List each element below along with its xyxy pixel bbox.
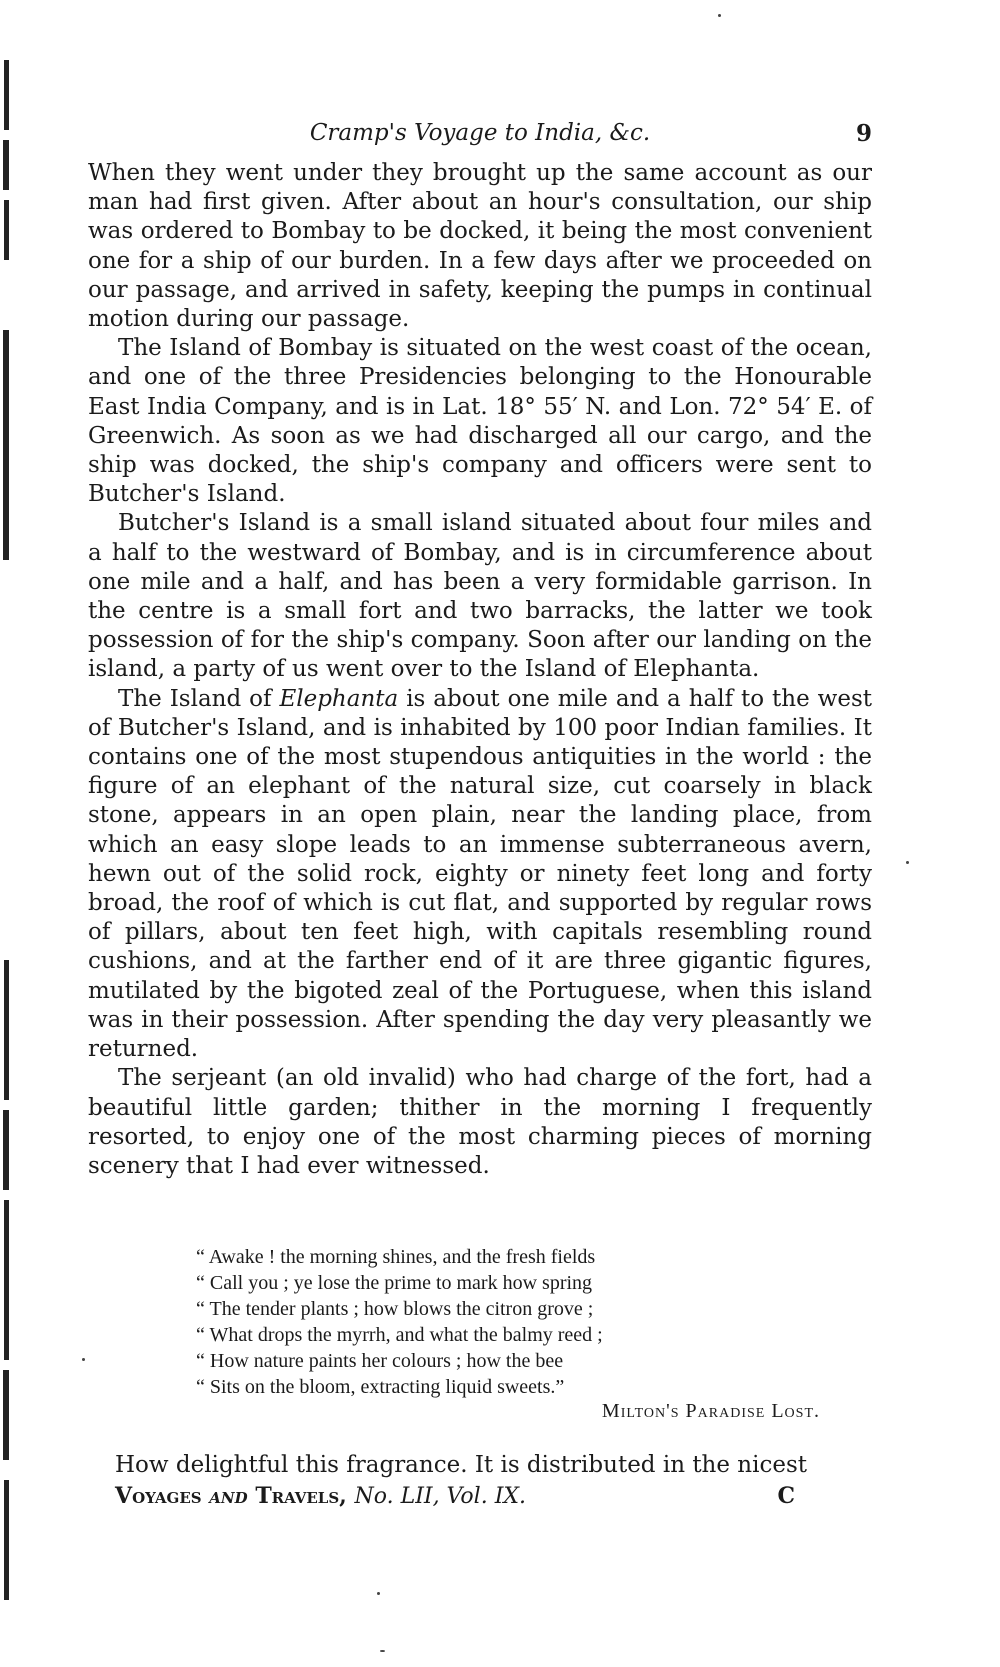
paper-speck: [377, 1592, 380, 1595]
paper-speck: [380, 1650, 385, 1652]
paper-speck: [906, 861, 909, 864]
paragraph-butchers-island: Butcher's Island is a small island situated about four miles and a half to the westward of Bombay, and is in circumference about one mile and a half, and has been a very formidable garrison. In the centre is a small fort and two barracks, the latter we took possession of for the ship's company. Soon after our landing on the island, a party of us went over to the Island of Elephanta.: [88, 510, 872, 683]
body-text: [88, 159, 872, 1181]
quote-line: “ Call you ; ye lose the prime to mark how spring: [196, 1272, 593, 1294]
paragraph-elephanta: [88, 685, 872, 1065]
quote-line: “ How nature paints her colours ; how the bee: [196, 1350, 564, 1372]
paragraph-dock-bombay: When they went under they brought up the same account as our man had first given. After about an hour's consultation, our ship was ordered to Bombay to be docked, it being the most convenient one for a ship of our burden. In a few days after we proceeded on our passage, and arrived in safety, keeping the pumps in continual motion during our passage.: [88, 160, 872, 333]
quote-line: “ Sits on the bloom, extracting liquid sweets.”: [196, 1376, 565, 1398]
signature-mark: C: [777, 1483, 795, 1509]
quote-attribution: Milton's Paradise Lost.: [601, 1400, 820, 1422]
quote-line: “ What drops the myrrh, and what the balmy reed ;: [196, 1324, 603, 1346]
closing-line: How delightful this fragrance. It is distributed in the nicest: [115, 1452, 807, 1478]
elephanta-place-name: Elephanta: [279, 685, 399, 712]
page-number: 9: [855, 120, 872, 147]
paper-speck: [82, 1358, 85, 1361]
scanned-page-edge: [0, 60, 14, 1600]
footer-volume: No. LII, Vol. IX.: [354, 1484, 527, 1509]
running-head: [88, 120, 872, 154]
quote-line: “ The tender plants ; how blows the citron grove ;: [196, 1298, 594, 1320]
running-title: Cramp's Voyage to India, &c.: [309, 120, 651, 146]
elephanta-text: is about one mile and a half to the west of Butcher's Island, and is inhabited by 100 poor Indian families. It contains one of the most stupendous antiquities in the world : the figure of an elephant of the natural size, cut coarsely in black stone, appears in an open plain, near the landing place, from which an easy slope leads to an immense subterraneous avern, hewn out of the solid rock, eighty or ninety feet long and forty broad, the roof of which is cut flat, and supported by regular rows of pillars, about ten feet high, with capitals resembling round cushions, and at the farther end of it are three gigantic figures, mutilated by the bigoted zeal of the Portuguese, when this island was in their possession. After spending the day very pleasantly we returned.: [88, 685, 873, 1063]
footer-series-voyages: Voyages: [115, 1483, 202, 1509]
page-footer: [115, 1483, 795, 1515]
footer-series-and: and: [209, 1483, 248, 1509]
footer-series-travels: Travels,: [255, 1483, 347, 1509]
paper-speck: [718, 14, 721, 17]
footer-series: [115, 1483, 526, 1509]
poem-quote: [196, 1244, 796, 1400]
quote-line: “ Awake ! the morning shines, and the fresh fields: [196, 1246, 596, 1268]
elephanta-lead: The Island of: [118, 685, 272, 712]
paragraph-island-of-bombay: The Island of Bombay is situated on the west coast of the ocean, and one of the three Presidencies belonging to the Honourable East India Company, and is in Lat. 18° 55′ N. and Lon. 72° 54′ E. of Greenwich. As soon as we had discharged all our cargo, and the ship was docked, the ship's company and officers were sent to Butcher's Island.: [88, 335, 872, 508]
paragraph-garden: The serjeant (an old invalid) who had charge of the fort, had a beautiful little garden; thither in the morning I frequently resorted, to enjoy one of the most charming pieces of morning scenery that I had ever witnessed.: [88, 1065, 872, 1179]
